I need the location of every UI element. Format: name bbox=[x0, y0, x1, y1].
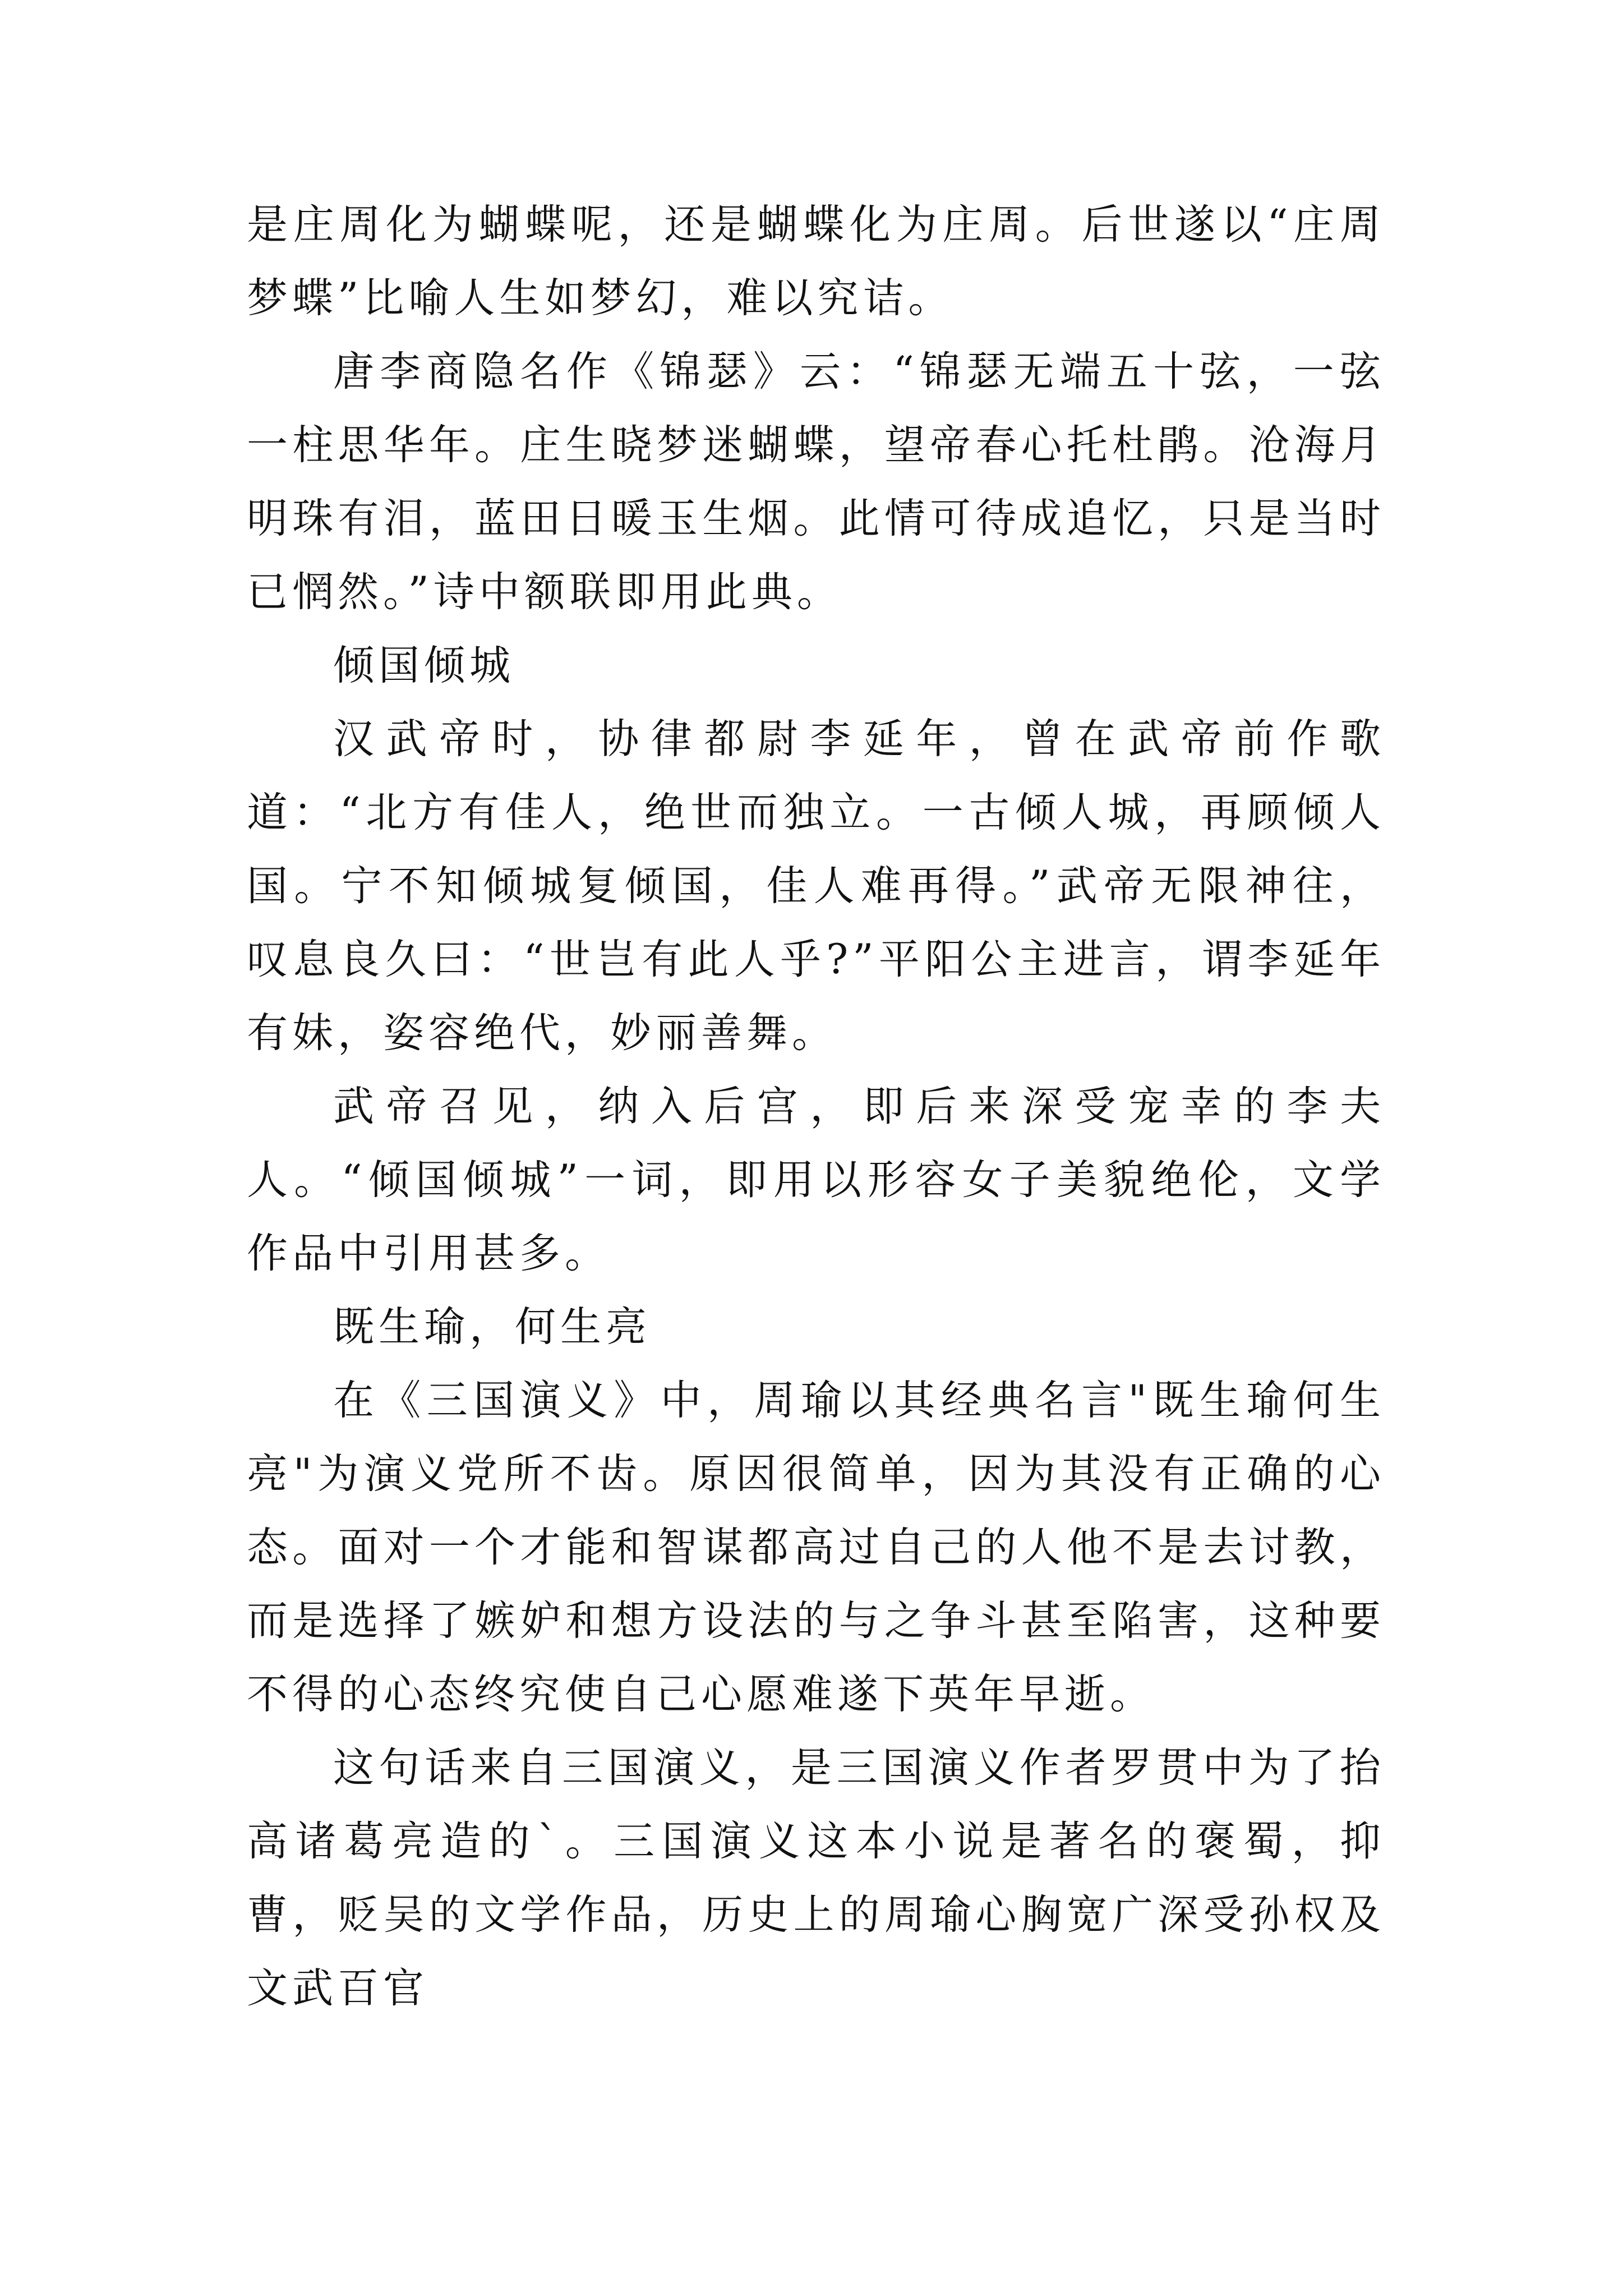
paragraph-lady-li: 武帝召见，纳入后宫，即后来深受宠幸的李夫人。“倾国倾城”一词，即用以形容女子美貌绝伦，文学作品中引用甚多。 bbox=[247, 1083, 1385, 1277]
heading-qingguo-qingcheng: 倾国倾城 bbox=[333, 642, 515, 689]
document-body bbox=[247, 188, 1385, 2025]
paragraph-zhuangzhou-dream: 是庄周化为蝴蝶呢，还是蝴蝶化为庄周。后世遂以“庄周梦蝶”比喻人生如梦幻，难以究诘。 bbox=[247, 201, 1385, 322]
paragraph-jinse-poem: 唐李商隐名作《锦瑟》云：“锦瑟无端五十弦，一弦一柱思华年。庄生晓梦迷蝴蝶，望帝春心托杜鹃。沧海月明珠有泪，蓝田日暖玉生烟。此情可待成追忆，只是当时已惘然。”诗中额联即用此典。 bbox=[247, 348, 1385, 616]
paragraph-li-yannian-song: 汉武帝时，协律都尉李延年，曾在武帝前作歌道：“北方有佳人，绝世而独立。一古倾人城，再顾倾人国。宁不知倾城复倾国，佳人难再得。”武帝无限神往，叹息良久曰：“世岂有此人乎?”平阳公主进言，谓李延年有妹，姿容绝代，妙丽善舞。 bbox=[247, 715, 1385, 1057]
paragraph-zhou-yu-attitude: 在《三国演义》中，周瑜以其经典名言"既生瑜何生亮"为演义党所不齿。原因很简单，因为其没有正确的心态。面对一个才能和智谋都高过自己的人他不是去讨教，而是选择了嫉妒和想方设法的与之争斗甚至陷害，这种要不得的心态终究使自己心愿难遂下英年早逝。 bbox=[247, 1377, 1385, 1718]
heading-jisheng-yu: 既生瑜，何生亮 bbox=[333, 1303, 651, 1351]
paragraph-romance-origin: 这句话来自三国演义，是三国演义作者罗贯中为了抬高诸葛亮造的`。三国演义这本小说是著名的褒蜀，抑曹，贬吴的文学作品，历史上的周瑜心胸宽广深受孙权及文武百官 bbox=[247, 1744, 1385, 2012]
